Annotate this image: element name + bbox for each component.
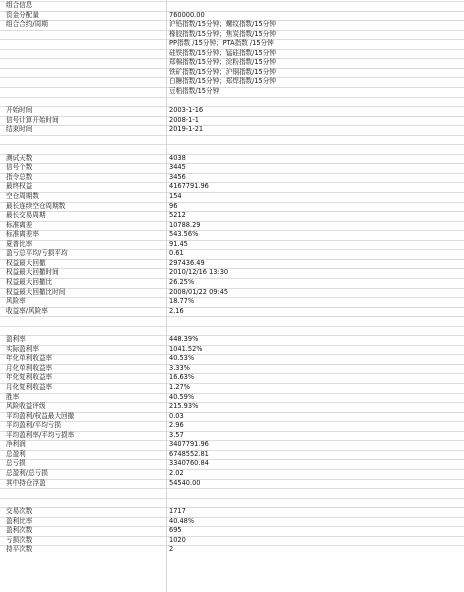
row-value: 91.45 xyxy=(169,239,188,248)
blank-row xyxy=(0,97,464,107)
row-label: 亏损次数 xyxy=(6,535,33,544)
row-value: 2008/01/22 09:45 xyxy=(169,287,229,296)
stat-row xyxy=(0,402,464,412)
row-label: 风险收益评级 xyxy=(6,402,46,411)
stat-row xyxy=(0,230,464,240)
row-label: 年化单利收益率 xyxy=(6,354,53,363)
row-gridline xyxy=(0,335,464,336)
row-gridline xyxy=(0,517,464,518)
row-label: 测试天数 xyxy=(6,153,33,162)
row-value: 760000.00 xyxy=(169,10,205,19)
row-label: 权益最大回撤比时间 xyxy=(6,287,66,296)
row-value: 铁矿指数/15分钟；沪铜指数/15分钟 xyxy=(169,67,276,76)
row-value: 3.57 xyxy=(169,430,184,439)
stat-row xyxy=(0,373,464,383)
row-gridline xyxy=(0,345,464,346)
row-value: 10788.29 xyxy=(169,220,201,229)
stat-row xyxy=(0,364,464,374)
stat-row xyxy=(0,526,464,536)
row-value: 18.77% xyxy=(169,297,195,306)
row-value: 2003-1-16 xyxy=(169,106,204,115)
row-value: 2 xyxy=(169,545,174,554)
row-gridline xyxy=(0,116,464,117)
row-label: 空仓周期数 xyxy=(6,192,39,200)
date-row xyxy=(0,116,464,126)
row-gridline xyxy=(0,326,464,327)
stat-row xyxy=(0,163,464,173)
row-gridline xyxy=(0,268,464,269)
row-label: 收益率/风险率 xyxy=(6,306,48,315)
stat-row xyxy=(0,278,464,288)
stat-row xyxy=(0,249,464,259)
row-value: 2008-1-1 xyxy=(169,115,199,124)
stat-row xyxy=(0,393,464,403)
row-label: 月化单利收益率 xyxy=(6,363,53,372)
stat-row xyxy=(0,440,464,450)
row-label: 组合信息 xyxy=(6,1,33,9)
row-label: 标准离差率 xyxy=(6,230,39,239)
stat-row xyxy=(0,211,464,221)
row-label: 交易次数 xyxy=(6,507,33,516)
stat-row xyxy=(0,335,464,345)
date-row xyxy=(0,125,464,135)
blank-row xyxy=(0,135,464,145)
stat-row xyxy=(0,479,464,489)
stat-row xyxy=(0,259,464,269)
row-value: 297436.49 xyxy=(169,258,205,267)
contract-row xyxy=(0,39,464,49)
row-value: 1717 xyxy=(169,507,186,516)
row-label: 权益最大回撤 xyxy=(6,258,46,267)
row-value: 543.56% xyxy=(169,230,199,239)
row-label: 总盈利/总亏损 xyxy=(6,468,48,477)
row-gridline xyxy=(0,144,464,145)
row-gridline xyxy=(0,11,464,12)
blank-row xyxy=(0,326,464,336)
row-gridline xyxy=(0,402,464,403)
row-label: 指令总数 xyxy=(6,172,33,181)
stat-row xyxy=(0,545,464,555)
stat-row xyxy=(0,221,464,231)
row-gridline xyxy=(0,135,464,136)
row-value: 6748552.81 xyxy=(169,449,209,458)
stat-row xyxy=(0,517,464,527)
row-value: 2.16 xyxy=(169,306,184,315)
stat-row xyxy=(0,383,464,393)
contract-row xyxy=(0,68,464,78)
stat-row xyxy=(0,536,464,546)
row-gridline xyxy=(0,307,464,308)
row-value: 448.39% xyxy=(169,335,199,344)
row-label: 最长连续空仓周期数 xyxy=(6,201,66,210)
row-gridline xyxy=(0,450,464,451)
row-gridline xyxy=(0,288,464,289)
row-label: 资金分配量 xyxy=(6,10,39,19)
row-value: 2010/12/16 13:30 xyxy=(169,268,229,277)
row-label: 盈亏总平均/亏损平均 xyxy=(6,249,68,258)
row-value: 5212 xyxy=(169,211,186,220)
row-label: 风险率 xyxy=(6,297,26,306)
row-gridline xyxy=(0,393,464,394)
row-value: 3407791.96 xyxy=(169,440,209,449)
row-gridline xyxy=(0,202,464,203)
row-value: 沪铅指数/15分钟；螺纹指数/15分钟 xyxy=(169,20,276,29)
row-label: 平均盈利率/平均亏损率 xyxy=(6,430,75,439)
row-value: 1020 xyxy=(169,535,186,544)
row-label: 信号个数 xyxy=(6,163,33,172)
row-label: 标准离差 xyxy=(6,220,33,229)
row-gridline xyxy=(0,526,464,527)
row-label: 月化复利收益率 xyxy=(6,383,53,391)
row-label: 盈利比率 xyxy=(6,516,33,525)
row-label: 总盈利 xyxy=(6,449,26,458)
row-label: 其中持仓浮盈 xyxy=(6,478,46,487)
row-value: 2.96 xyxy=(169,421,184,430)
row-value: 郑棉指数/15分钟；淀粉指数/15分钟 xyxy=(169,58,276,67)
row-gridline xyxy=(0,421,464,422)
stat-row xyxy=(0,182,464,192)
row-gridline xyxy=(0,211,464,212)
row-gridline xyxy=(0,163,464,164)
row-gridline xyxy=(0,1,464,2)
stat-row xyxy=(0,307,464,317)
row-value: PP指数 /15分钟；PTA指数 /15分钟 xyxy=(169,39,274,48)
row-gridline xyxy=(0,364,464,365)
row-value: 豆粕指数/15分钟 xyxy=(169,86,220,95)
row-label: 开始时间 xyxy=(6,106,33,115)
row-gridline xyxy=(0,545,464,546)
row-value: 16.63% xyxy=(169,373,195,382)
contract-row xyxy=(0,87,464,97)
stat-row xyxy=(0,421,464,431)
stat-row xyxy=(0,240,464,250)
row-value: 3445 xyxy=(169,163,186,172)
row-value: 40.48% xyxy=(169,516,195,525)
capital-row xyxy=(0,11,464,21)
row-value: 3.33% xyxy=(169,363,190,372)
row-label: 持平次数 xyxy=(6,545,33,554)
row-gridline xyxy=(0,354,464,355)
row-value: 1.27% xyxy=(169,383,190,391)
row-gridline xyxy=(0,106,464,107)
row-value: 26.25% xyxy=(169,277,195,286)
row-value: 40.59% xyxy=(169,392,195,401)
row-value: 1041.52% xyxy=(169,344,203,353)
row-value: 0.03 xyxy=(169,411,184,420)
row-gridline xyxy=(0,469,464,470)
row-gridline xyxy=(0,221,464,222)
row-value: 154 xyxy=(169,192,182,200)
row-label: 组合合约/周期 xyxy=(6,20,48,29)
row-label: 权益最大回撤时间 xyxy=(6,268,59,277)
row-gridline xyxy=(0,87,464,88)
stat-row xyxy=(0,450,464,460)
row-value: 40.53% xyxy=(169,354,195,363)
date-row xyxy=(0,106,464,116)
row-value: 0.61 xyxy=(169,249,184,258)
row-value: 硅铁指数/15分钟；锰硅指数/15分钟 xyxy=(169,48,276,57)
blank-row xyxy=(0,498,464,508)
row-gridline xyxy=(0,373,464,374)
row-label: 信号计算开始时间 xyxy=(6,115,59,124)
stat-row xyxy=(0,469,464,479)
row-value: 3456 xyxy=(169,172,186,181)
stat-row xyxy=(0,507,464,517)
row-label: 胜率 xyxy=(6,392,20,401)
row-label: 权益最大回撤比 xyxy=(6,277,53,286)
stat-row xyxy=(0,345,464,355)
row-label: 实际盈利率 xyxy=(6,344,39,353)
row-label: 结束时间 xyxy=(6,125,33,134)
row-gridline xyxy=(0,240,464,241)
contract-row xyxy=(0,30,464,40)
row-value: 54540.00 xyxy=(169,478,201,487)
row-value: 96 xyxy=(169,201,178,210)
row-gridline xyxy=(0,173,464,174)
row-label: 平均盈利/平均亏损 xyxy=(6,421,61,430)
contract-row xyxy=(0,49,464,59)
contract-row xyxy=(0,20,464,30)
blank-row xyxy=(0,144,464,154)
row-value: 白糖指数/15分钟；郑焊指数/15分钟 xyxy=(169,77,276,86)
stat-row xyxy=(0,192,464,202)
row-label: 总亏损 xyxy=(6,459,26,468)
row-gridline xyxy=(0,259,464,260)
row-value: 4167791.96 xyxy=(169,182,209,191)
stat-row xyxy=(0,412,464,422)
row-label: 夏普比率 xyxy=(6,239,33,248)
row-value: 橡胶指数/15分钟；焦炭指数/15分钟 xyxy=(169,29,276,38)
row-gridline xyxy=(0,440,464,441)
stat-row xyxy=(0,288,464,298)
row-gridline xyxy=(0,316,464,317)
stat-row xyxy=(0,173,464,183)
row-value: 2.02 xyxy=(169,468,184,477)
row-gridline xyxy=(0,192,464,193)
row-gridline xyxy=(0,297,464,298)
row-gridline xyxy=(0,230,464,231)
stat-row xyxy=(0,354,464,364)
row-label: 最终权益 xyxy=(6,182,33,191)
row-label: 盈利次数 xyxy=(6,526,33,535)
blank-row xyxy=(0,316,464,326)
row-gridline xyxy=(0,488,464,489)
row-value: 695 xyxy=(169,526,182,535)
report-title xyxy=(0,1,464,11)
stat-row xyxy=(0,154,464,164)
row-label: 净利润 xyxy=(6,440,26,449)
row-gridline xyxy=(0,383,464,384)
row-gridline xyxy=(0,182,464,183)
contract-row xyxy=(0,77,464,87)
row-gridline xyxy=(0,507,464,508)
blank-row xyxy=(0,488,464,498)
stat-row xyxy=(0,268,464,278)
row-value: 3340760.84 xyxy=(169,459,209,468)
row-gridline xyxy=(0,536,464,537)
row-gridline xyxy=(0,459,464,460)
row-value: 215.93% xyxy=(169,402,199,411)
stat-row xyxy=(0,202,464,212)
row-value: 2019-1-21 xyxy=(169,125,204,134)
row-label: 年化复利收益率 xyxy=(6,373,53,382)
stat-row xyxy=(0,431,464,441)
stat-row xyxy=(0,459,464,469)
row-label: 盈利率 xyxy=(6,335,26,344)
row-gridline xyxy=(0,97,464,98)
stat-row xyxy=(0,297,464,307)
contract-row xyxy=(0,58,464,68)
row-value: 4038 xyxy=(169,153,186,162)
row-gridline xyxy=(0,249,464,250)
row-gridline xyxy=(0,125,464,126)
row-gridline xyxy=(0,278,464,279)
row-gridline xyxy=(0,479,464,480)
row-label: 最长交易周期 xyxy=(6,211,46,220)
row-gridline xyxy=(0,154,464,155)
row-gridline xyxy=(0,498,464,499)
row-label: 平均盈利/权益最大回撤 xyxy=(6,411,75,420)
